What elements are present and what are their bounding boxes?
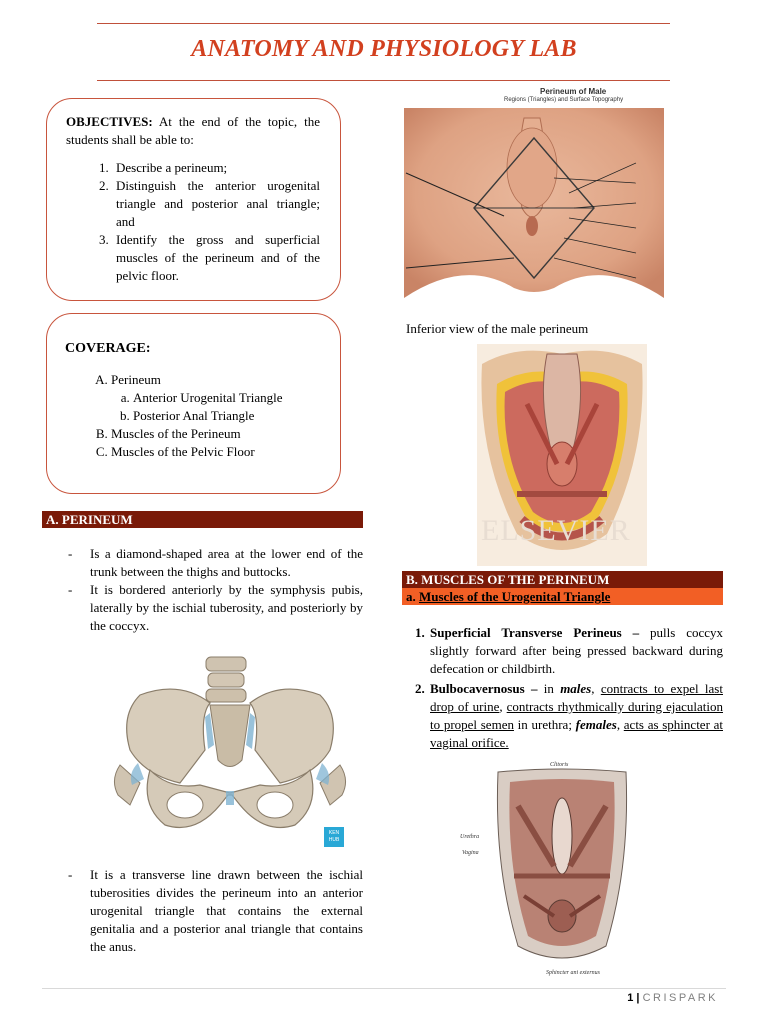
label-sphincter: Sphincter ani externus — [546, 970, 600, 976]
section-a-heading: A. PERINEUM — [42, 511, 363, 528]
label-vagina: Vagina — [462, 850, 479, 856]
male-figure-caption: Inferior view of the male perineum — [406, 321, 589, 336]
page-title: ANATOMY AND PHYSIOLOGY LAB — [191, 36, 577, 62]
kenhub-badge: KEN HUB — [324, 827, 344, 847]
male-perineum-figure — [404, 82, 664, 310]
objective-item: 2. Distinguish the anterior urogenital triangle and posterior anal triangle; and — [112, 177, 320, 231]
coverage-title: COVERAGE: — [65, 341, 151, 356]
objectives-intro-text: At the end of the topic, the students shall be able to: — [66, 114, 320, 147]
section-b-subheading: a. Muscles of the Urogenital Triangle — [402, 588, 723, 605]
header-bottom-rule — [97, 80, 670, 81]
objective-item: 3. Identify the gross and superficial muscles of the perineum and of the pelvic floor. — [112, 231, 320, 285]
objectives-intro — [66, 113, 320, 149]
coverage-subitem: b. Posterior Anal Triangle — [133, 407, 320, 425]
coverage-sublist — [111, 389, 320, 425]
footer-rule — [42, 988, 726, 989]
coverage-item-label: Perineum — [111, 372, 161, 387]
objective-item: 1. Describe a perineum; — [112, 159, 320, 177]
section-b-heading: B. MUSCLES OF THE PERINEUM — [402, 571, 723, 588]
coverage-subitem: a. Anterior Urogenital Triangle — [133, 389, 320, 407]
page-footer: 1 | CRISPARK — [627, 992, 718, 1004]
coverage-item: C. Muscles of the Pelvic Floor — [111, 443, 320, 461]
objectives-list — [66, 159, 320, 285]
coverage-box — [46, 313, 341, 494]
pelvis-illustration — [110, 655, 350, 850]
label-urethra: Urethra — [460, 834, 480, 840]
perineum-muscles-figure — [477, 344, 647, 566]
urogenital-muscles-list — [406, 624, 723, 754]
figure-title: Perineum of Male — [540, 87, 607, 96]
muscle-item: 2. Bulbocavernosus – in males, contracts to expel last drop of urine, contracts rhythmically during ejaculation to propel semen in urethra; females, acts as sphincter at vaginal orifice. — [428, 680, 723, 752]
footer-brand: CRISPARK — [642, 992, 718, 1004]
objectives-label: OBJECTIVES: — [66, 114, 153, 129]
figure-subtitle: Regions (Triangles) and Surface Topography — [504, 97, 624, 103]
perineum-bullet: - It is a transverse line drawn between the ischial tuberosities divides the perineum into an anterior urogenital triangle that contains the external genitalia and a posterior anal triangle that contains the anus. — [68, 867, 363, 954]
page-number: 1 — [627, 992, 634, 1004]
label-clitoris: Clitoris — [550, 762, 569, 768]
perineum-bullet: - Is a diamond-shaped area at the lower end of the trunk between the thighs and buttocks. — [68, 546, 363, 579]
coverage-list — [65, 371, 320, 461]
elsevier-watermark: ELSEVIER — [481, 514, 631, 547]
objectives-box — [46, 98, 341, 301]
perineum-bullet: - It is bordered anteriorly by the symphysis pubis, laterally by the ischial tuberosity, and posteriorly by the coccyx. — [68, 582, 363, 633]
female-perineum-figure — [458, 760, 638, 982]
coverage-item — [111, 371, 320, 425]
header-top-rule — [97, 23, 670, 24]
muscle-item: 1. Superficial Transverse Perineus – pulls coccyx slightly forward after being pressed backward during defecation or childbirth. — [428, 624, 723, 678]
coverage-item: B. Muscles of the Perineum — [111, 425, 320, 443]
